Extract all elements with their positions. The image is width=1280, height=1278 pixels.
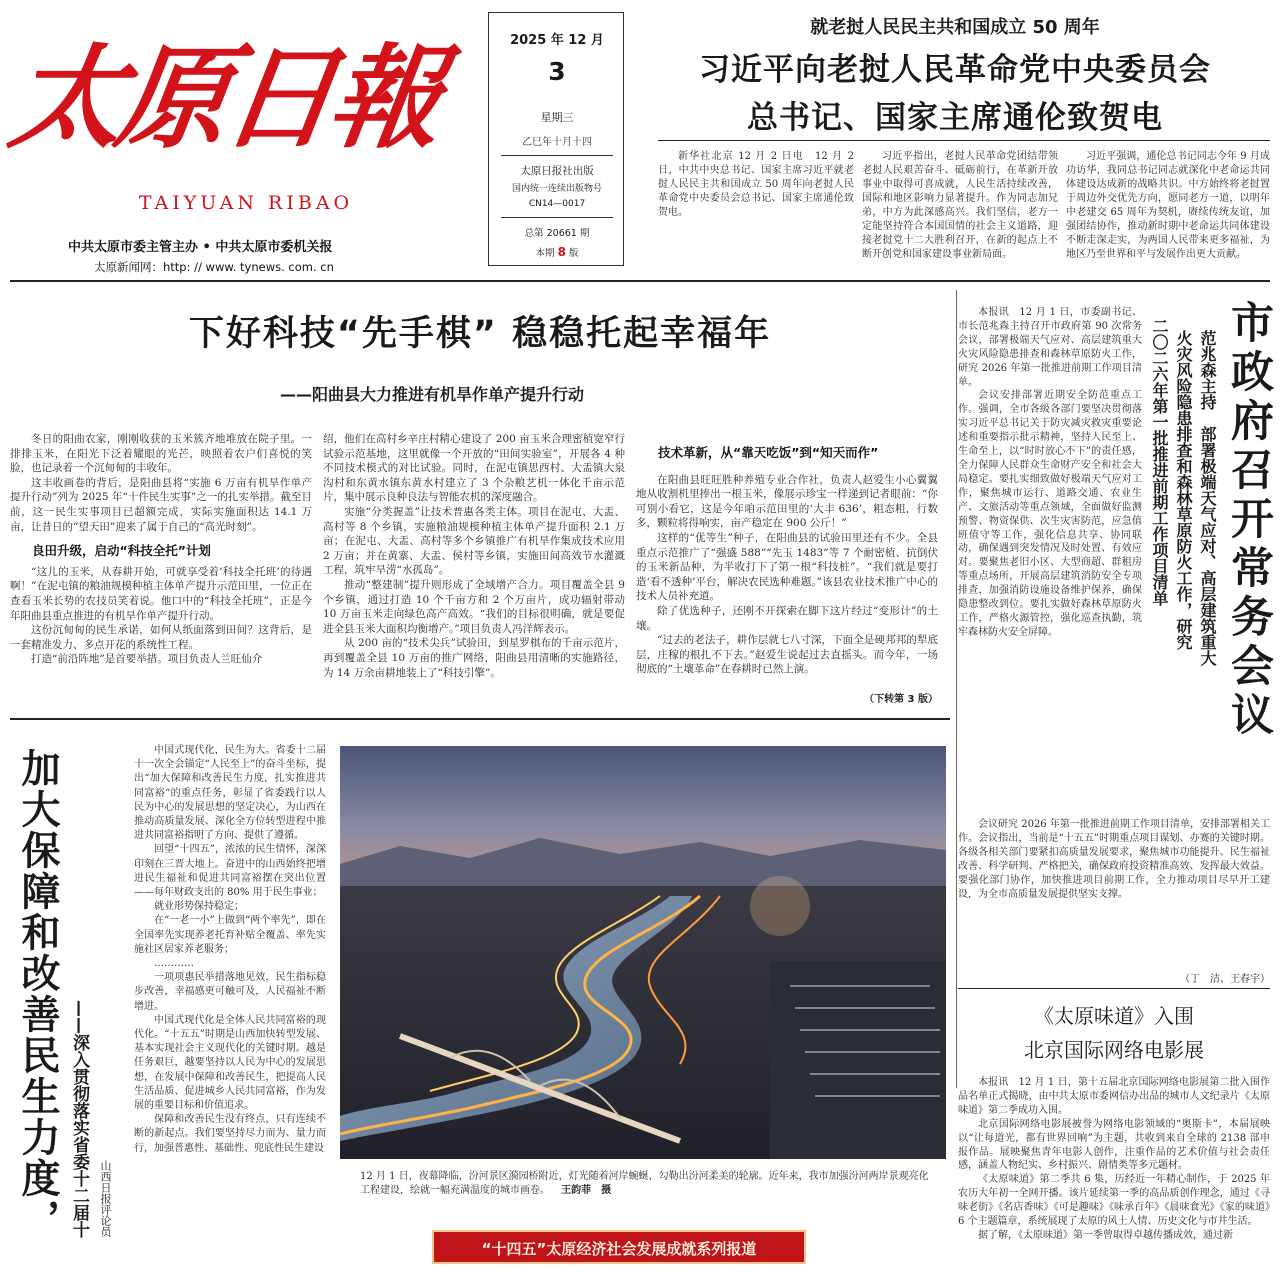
issue-cn-label: 国内统一连续出版物号 [511, 184, 602, 194]
series-banner-text: “十四五”太原经济社会发展成就系列报道 [481, 1240, 757, 1258]
film-p1: 本报讯 12 月 1 日，第十五届北京国际网络电影展第二批入围作品名单正式揭晓，由中共太原市委网信办出品的城市人文纪录片《太原味道》第二季成功入围。 [958, 1077, 1270, 1116]
issue-edition-pages: 8 [557, 245, 566, 259]
feature-col-1-p1: 冬日的阳曲农家，刚刚收获的玉米簇齐地堆放在院子里。一排排玉米，在阳光下泛着耀眼的光芒，映照着农户们喜悦的笑脸，也记录着一个沉甸甸的丰收年。 [10, 433, 312, 475]
issue-day: 3 [548, 57, 566, 86]
feature-col-1-p5: 打造“前沿阵地”是首要举措。项目负责人兰旺仙介 [31, 653, 263, 666]
film-headline-2: 北京国际网络电影展 [1024, 1038, 1204, 1062]
commentary-subheadline: ——深入贯彻落实省委十二届十 [69, 1000, 89, 1238]
top-story-col-3 [1066, 150, 1270, 270]
issue-edition [489, 245, 625, 259]
masthead-bottom-rule [10, 280, 1270, 282]
top-story-headline-1: 习近平向老挝人民革命党中央委员会 [699, 52, 1211, 88]
masthead-logo: 太原日報 [2, 33, 446, 164]
commentary-p2: 回望“十四五”，浓浓的民生情怀，深深印刻在三晋大地上。奋进中的山西始终把增进民生福祉和促进共同富裕摆在突出位置——每年财政支出的 80% 用于民生事业； [134, 844, 326, 899]
feature-col-3-p3: 除了优选种子，还刚不开探索在脚下这片经过“变形计”的土壤。 [636, 604, 938, 632]
film-p4: 据了解，《太原味道》第一季曾取得卓越传播成效，通过新 [978, 1229, 1233, 1241]
right-column-divider [956, 290, 957, 1088]
photo-caption-text: 12 月 1 日，夜幕降临，汾河景区漪园桥附近，灯光随着河岸蜿蜒，勾勒出汾河柔美的轮廓。近年来，我市加强汾河两岸景观亮化工程建设，绘就一幅充满温度的城市画卷。 [360, 1171, 929, 1196]
commentary-p1: 中国式现代化，民生为大。省委十二届十一次全会锚定“人民至上”的奋斗坐标，提出“加大保障和改善民生力度，扎实推进共同富裕”的重点任务，彰显了省委践行以人民为中心的发展思想的坚定决心，为山西在推动高质量发展、深化全方位转型进程中推进共同富裕指明了方向、提供了遵循。 [134, 745, 326, 842]
top-story-col-3-text: 习近平强调，通伦总书记同志今年 9 月成功访华，我同总书记同志就深化中老命运共同体建设达成新的战略共识。中方始终将老挝置于周边外交优先方向，愿同老方一道，以明年中老建交 65 周年为契机，赓续传统友谊，加强团结协作，推动新时期中老命运共同体建设不断走深走实，为两国人民带来更多福祉，为地区乃至世界和平与发展作出更大贡献。 [1066, 151, 1270, 260]
feature-col-2-p4: 从 200 亩的“技术尖兵”试验田，到星罗棋布的千亩示范片，再到覆盖全县 10 万亩的推广网络，阳曲县用清晰的实施路径，为 14 万余亩耕地装上了“科技引擎”。 [323, 637, 625, 679]
commentary-headline: 加大保障和改善民生力度， [15, 748, 60, 1240]
feature-col-2-p3: 推动“整建制”提升则形成了全域增产合力。项目覆盖全县 9 个乡镇，通过打造 10 个千亩方和 2 个万亩片，成功辐射带动 10 万亩玉米走向绿色高产高效。“我们的目标很明确，就是要促进全县玉米大面积均衡增产。”项目负责人冯洋辉表示。 [323, 578, 625, 635]
feature-subheadline: ——阳曲县大力推进有机旱作单产提升行动 [280, 385, 585, 404]
night-river-photo [340, 746, 946, 1159]
commentary-p5: ………… [154, 958, 194, 970]
issue-edition-prefix: 本期 [535, 248, 555, 259]
photo-city-glow [750, 876, 810, 936]
feature-bottom-rule [10, 718, 950, 720]
photo-caption [360, 1170, 930, 1198]
masthead [2, 6, 480, 274]
photo-credit: 王韵菲 摄 [561, 1185, 612, 1196]
commentary-p6: 一项项惠民举措落地见效，民生指标稳步改善，幸福感更可触可及，人民福祉不断增进。 [134, 972, 326, 1012]
issue-info-box [488, 12, 624, 266]
issue-total: 总第 20661 期 [524, 228, 590, 239]
feature-col-1-p3: “这儿的玉米，从春耕开始，可就享受着‘科技全托班’的待遇啊！”在泥屯镇的粮油规模种植主体单产提升示范田里，一位正在查看玉米长势的农技员笑着说。他口中的“科技全托班”，正是今年阳曲县重点推进的有机旱作单产提升行动。 [10, 565, 312, 622]
issue-edition-suffix: 版 [568, 248, 579, 259]
feature-continued[interactable]: （下转第 3 版） [864, 694, 938, 705]
feature-subhead-2: 技术革新，从“靠天吃饭”到“知天而作” [658, 445, 879, 460]
film-p2: 北京国际网络电影展被誉为网络电影领域的“奥斯卡”，本届展映以“让每道光，都有世界回响”为主题，共收到来自全球的 2138 部申报作品。展映聚焦青年电影人创作，注重作品的艺术价值与社会责任感，涵盖人物纪实、乡村振兴、剧情类等多元题材。 [958, 1118, 1270, 1172]
top-story-col-2-text: 习近平指出，老挝人民革命党团结带领老挝人民艰苦奋斗、砥砺前行，在革新开放事业中取得可喜成就，人民生活持续改善，国际和地区影响力显著提升。作为同志加兄弟，中方为此深感高兴。我们坚信，老方一定能坚持符合本国国情的社会主义道路，迎接老挝党十二大胜利召开，在新的起点上不断开创党和国家建设事业新局面。 [862, 151, 1058, 260]
issue-weekday: 星期三 [540, 111, 574, 124]
feature-col-1 [10, 432, 312, 702]
right-story-bottom-rule [958, 988, 1270, 989]
commentary-body [134, 744, 326, 1278]
right-story-body-top [958, 306, 1142, 816]
photo-frame [340, 746, 946, 1159]
issue-cn-number: CN14—0017 [528, 199, 586, 209]
issue-date: 2025 年 12 月 [510, 33, 604, 48]
masthead-website[interactable]: 太原新闻网：http: // www. tynews. com. cn [94, 260, 334, 274]
top-story-col-2 [862, 150, 1058, 270]
top-story-rule [658, 140, 1270, 141]
right-story-byline: （丁 洁、王春宇） [1180, 974, 1270, 985]
film-body [958, 1076, 1270, 1276]
right-story-subhead-3: 二〇二六年第一批推进前期工作项目清单 [1150, 318, 1169, 606]
feature-headline: 下好科技“先手棋” 稳稳托起幸福年 [188, 314, 772, 354]
feature-col-2-p2: 实施“分类握盖”让技术普惠各类主体。项目在泥屯、大盂、高村等 8 个乡镇，实施粮油规模种植主体单产提升面积 2.1 万亩；在泥屯、大盂、高村等多个乡镇推广有机旱作集成技术应用 2 万亩；并在黄寨、大盂、侯村等乡镇，实施田间高效节水灌溉工程，筑牢旱涝“水孤岛”。 [323, 505, 625, 577]
issue-publisher: 太原日报社出版 [520, 165, 594, 177]
right-story-headline: 市政府召开常务会议 [1224, 300, 1274, 741]
right-story-subhead-2: 火灾风险隐患排查和森林草原防火工作，研究 [1174, 330, 1193, 650]
issue-divider [501, 155, 613, 156]
feature-col-3-p2: 这样的“优等生”种子，在阳曲县的试验田里还有不少。全县重点示范推广了“强盛 588”“先玉 1483”等 7 个耐密植、抗倒伏的玉米新品种，为半收打下了第一根“科技桩”。“我们就是要打造‘看不透种’平台，解决农民选种难题。”该县农业技术推广中心的技术人员补充道。 [636, 531, 938, 603]
top-story-kicker: 就老挝人民民主共和国成立 50 周年 [810, 17, 1100, 38]
feature-col-1-p4: 这份沉甸甸的民生承诺，如何从纸面落到田间？这背后，是一套精准发力、多点开花的系统性工程。 [10, 624, 312, 651]
commentary-author: 山西日报评论员 [99, 1160, 112, 1237]
commentary-p8: 保障和改善民生没有终点，只有连续不断的新起点。我们要坚持尽力而为、量力而行，加强普惠性、基础性、兜底性民生建设 [134, 1114, 326, 1154]
commentary-p4: 在“一老一小”上做到“两个率先”，即在全国率先实现养老托育补贴全覆盖、率先实施社区居家养老服务； [134, 915, 326, 955]
feature-col-3-p1: 在阳曲县旺旺胜种养殖专业合作社，负责人赵爱生小心翼翼地从收割机里捧出一根玉米，像展示珍宝一样递到记者眼前：“你可别小看它，这是今年咱示范田里的‘大丰 636’，粗态粗，行数多，颗粒将得响实，亩产稳定在 900 公斤！” [636, 473, 938, 530]
right-story-p1: 本报讯 12 月 1 日，市委副书记、市长范兆森主持召开市政府第 90 次常务会议，部署极端天气应对、高层建筑重大火灾风险隐患排查和森林草原防火工作，研究 2026 年第一批推进前期工作项目清单。 [958, 307, 1142, 388]
feature-col-3-p4: “过去的老法子，耕作层就七八寸深，下面全是硬邦邦的犁底层，庄稼的根扎不下去。”赵爱生说起过去直摇头。而今年，一场彻底的“土壤革命”在春耕时已然上演。 [636, 634, 938, 676]
feature-col-1-p2: 这丰收画卷的背后，是阳曲县将“实施 6 万亩有机旱作单产提升行动”列为 2025 年“十件民生实事”之一的扎实举措。截至目前，这一民生实事项目已超额完成，实际实施面积达 14.1 万亩，让昔日的“望天田”迎来了属于自己的“高光时刻”。 [10, 476, 312, 533]
feature-subhead-1: 良田升级，启动“科技全托”计划 [32, 543, 211, 559]
series-banner [432, 1230, 806, 1264]
commentary-p3: 就业形势保持稳定； [154, 901, 244, 913]
top-story-headline-2: 总书记、国家主席通伦致贺电 [747, 100, 1163, 136]
feature-col-3 [636, 432, 938, 690]
issue-divider-2 [501, 217, 613, 218]
film-p3: 《太原味道》第二季共 6 集，历经近一年精心制作，于 2025 年农历大年初一全网开播。该片延续第一季的高品质创作理念，通过《寻味老街》《名店香味》《可是趣味》《味承百年》《晨味食光》《家的味道》6 个主题篇章，系统展现了太原的风土人情、历史文化与市井生活。 [958, 1174, 1270, 1228]
photo-buildings [770, 961, 946, 1159]
film-headline-1: 《太原味道》入围 [1034, 1004, 1194, 1028]
feature-col-2 [323, 432, 625, 702]
commentary-p7: 中国式现代化是全体人民共同富裕的现代化。“十五五”时期是山西加快转型发展、基本实现社会主义现代化的关键时期。越是任务艰巨，越要坚持以人民为中心的发展思想，在发展中保障和改善民生，把提高人民生活品质、促进城乡人民共同富裕，作为发展的重要目标和价值追求。 [134, 1014, 326, 1112]
right-story-body-bottom [958, 818, 1270, 966]
masthead-pinyin: TAIYUAN RIBAO [138, 192, 354, 214]
right-story-p2: 会议安排部署近期安全防范重点工作。强调，全市各级各部门要坚决贯彻落实习近平总书记关于防灾减灾救灾重要论述和重要指示批示精神，坚持人民至上、生命至上，以“时时放心不下”的责任感，全力保障人民群众生命财产安全和社会大局稳定。要扎实细致做好极端天气应对工作，聚焦城市运行、道路交通、农业生产、文旅活动等重点领域，全面做好监测预警、物资保供、次生灾害防范，应急值班值守等工作，强化信息共享、协同联动，确保遇到突发情况及时处置、有效应对。要聚焦老旧小区、大型商超、群租房等重点场所，开展高层建筑消防安全专项排查，加强消防设施设备维护保养，确保隐患整改到位。要扎实做好森林草原防火工作，严格火源管控，强化巡查执勤，筑牢森林防火安全屏障。 [958, 390, 1142, 638]
right-story-p3: 会议研究 2026 年第一批推进前期工作项目清单，安排部署相关工作。会议指出，当前是“十五五”时期重点项目谋划、办赛的关键时期。各级各相关部门要紧扣高质量发展要求，聚焦城市功能提升、民生福祉改善、科学研判、严格把关，确保政府投资精准高效、发挥最大效益。要强化部门协作，加快推进项目前期工作，全力推动项目尽早开工建设，为全市高质量发展提供坚实支撑。 [958, 819, 1270, 900]
feature-col-2-p1: 绍，他们在高村乡辛庄村精心建设了 200 亩玉米合理密植宽窄行试验示范基地，这里就像一个开放的“田间实验室”，开展各 4 种不同技术模式的对比试验。同时，在泥屯镇思西村、大盂镇大泉沟村和东黄水镇东黄水村建立了 3 个杂粮艺机一体化千亩示范片，集中展示良种良法与智能农机的深度融合。 [323, 433, 625, 504]
top-story-col-1 [658, 150, 854, 270]
masthead-sponsor: 中共太原市委主管主办 • 中共太原市委机关报 [68, 240, 333, 255]
top-story-col-1-text: 新华社北京 12 月 2 日电 12 月 2 日，中共中央总书记、国家主席习近平就老挝人民民主共和国成立 50 周年向老挝人民革命党中央委员会总书记、国家主席通伦致贺电。 [658, 151, 854, 218]
issue-lunar: 乙巳年十月十四 [522, 137, 592, 148]
right-story-subhead-1: 范兆森主持 部署极端天气应对、高层建筑重大 [1198, 330, 1217, 666]
